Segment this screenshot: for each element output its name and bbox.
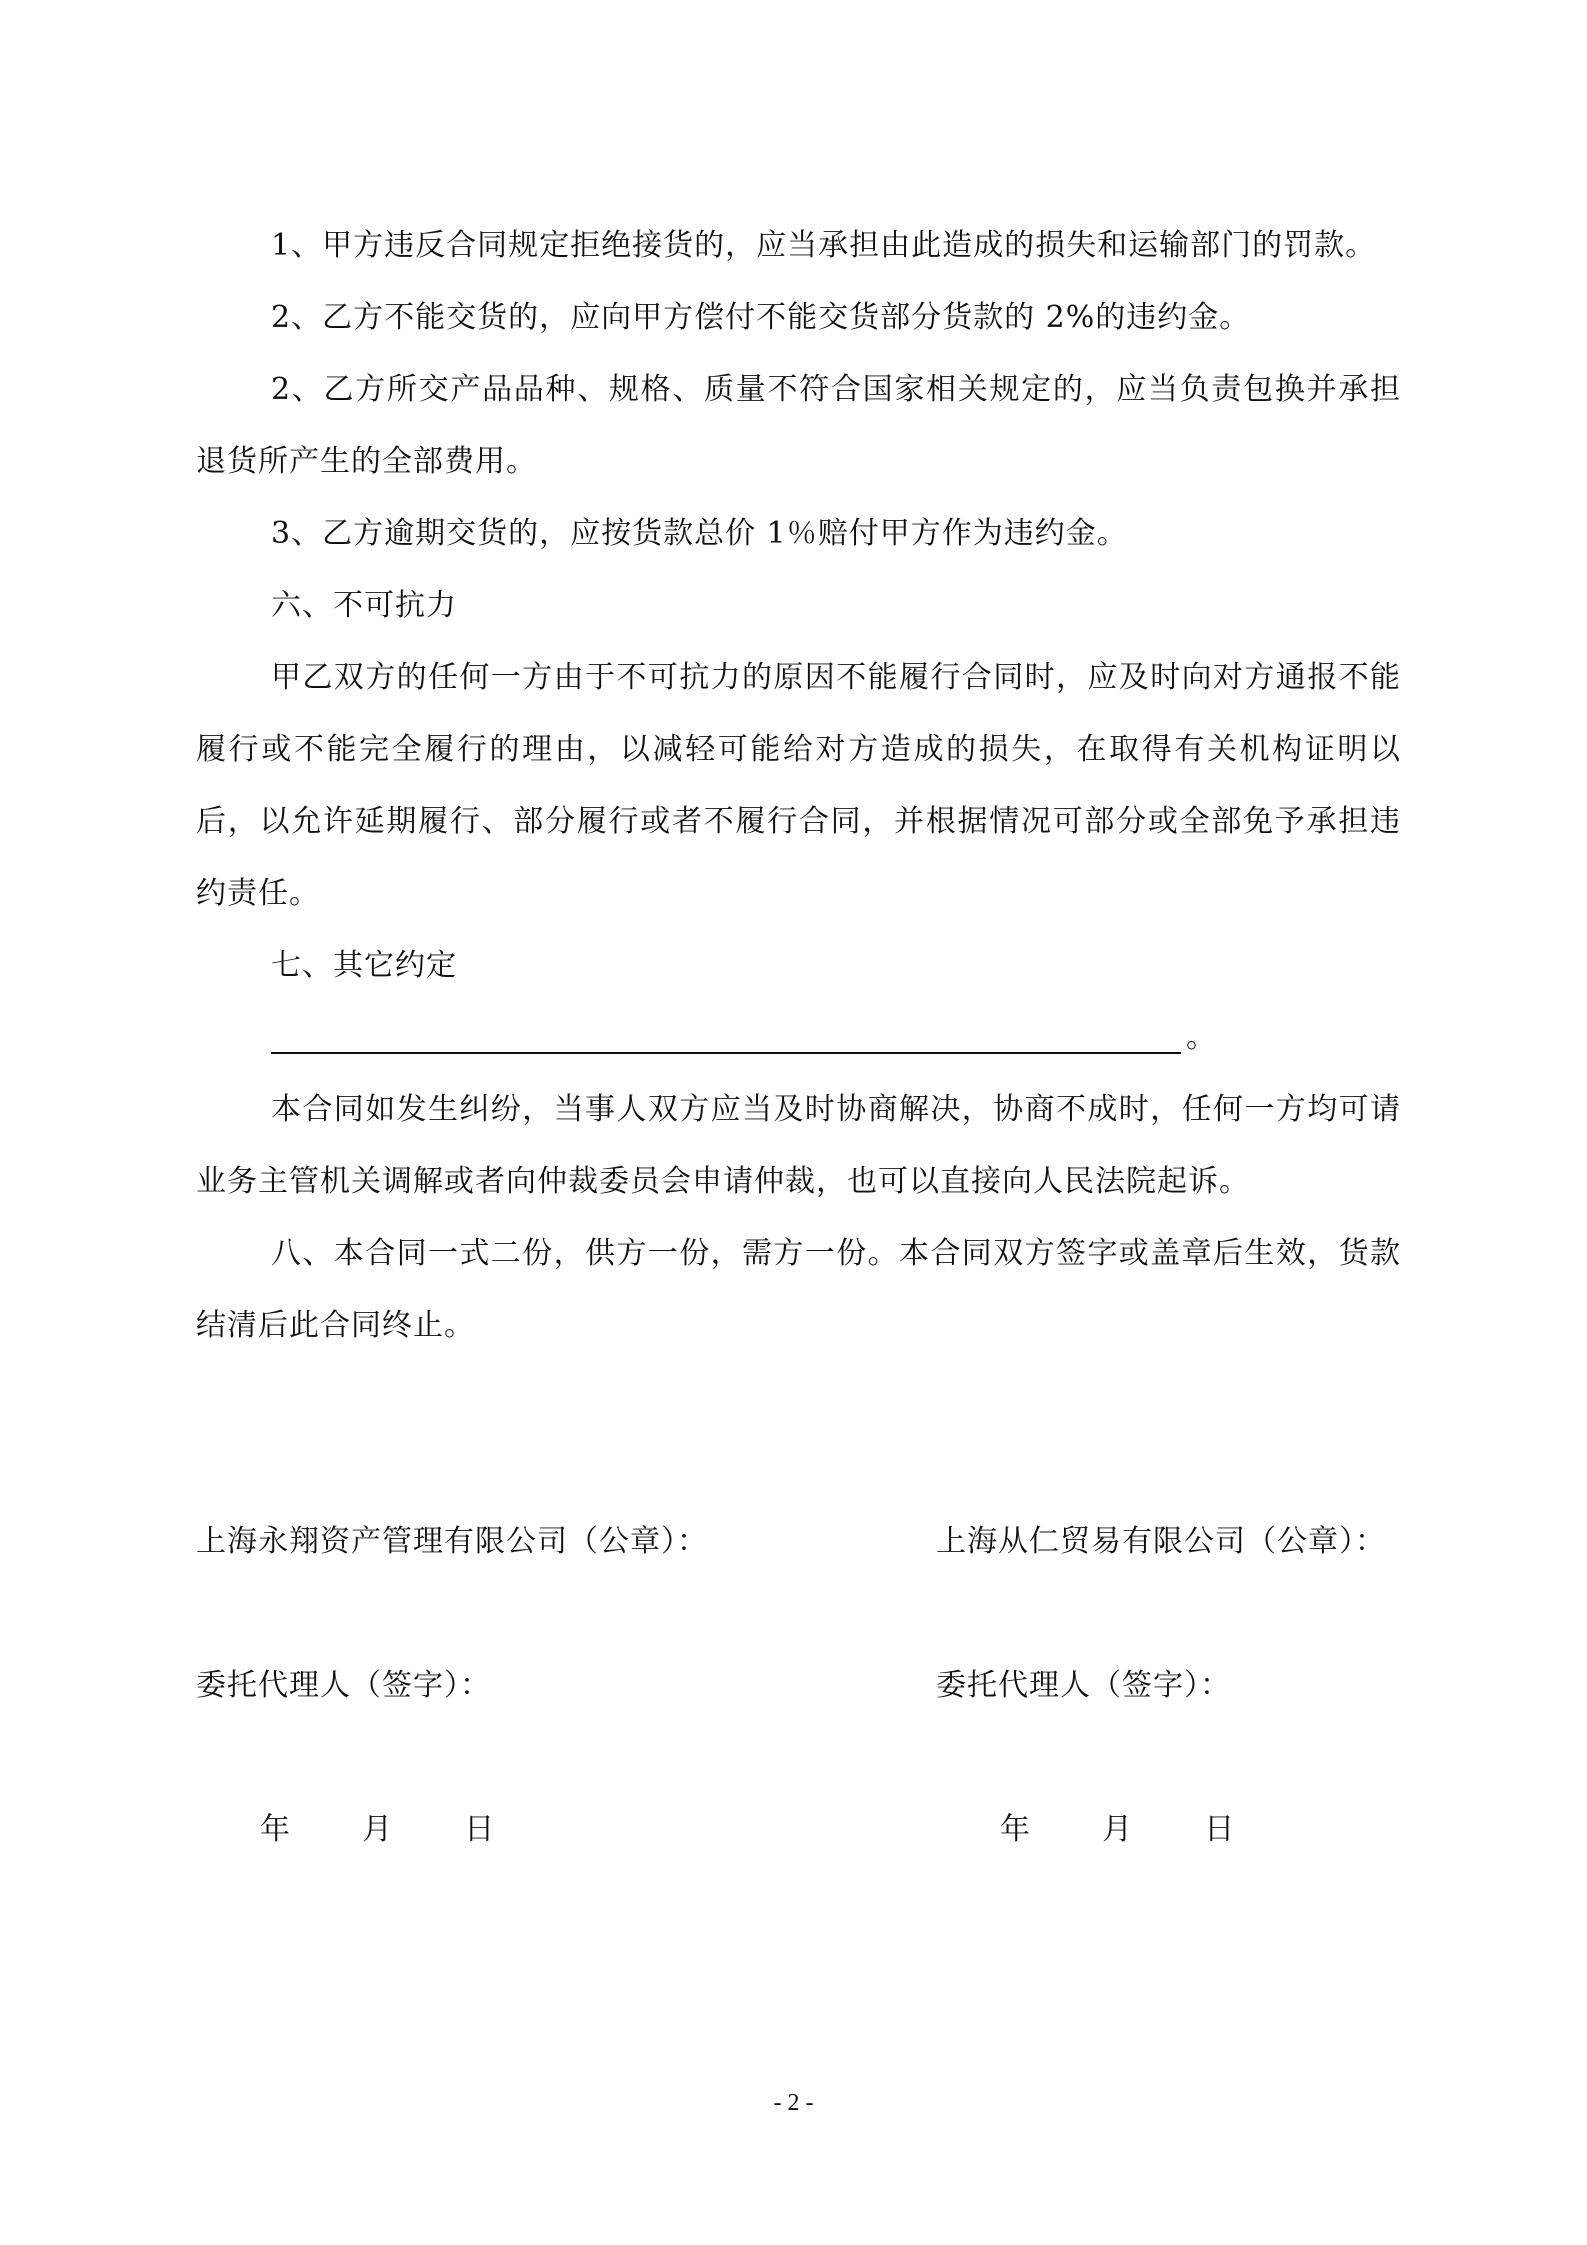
left-party-company: 上海永翔资产管理有限公司（公章）：	[196, 1524, 708, 1559]
clause-buyer-refusal: 1、甲方违反合同规定拒绝接货的，应当承担由此造成的损失和运输部门的罚款。	[271, 228, 1377, 263]
right-date-year: 年	[1000, 1812, 1031, 1847]
page-number: - 2 -	[773, 2090, 814, 2116]
contract-body	[196, 210, 1401, 1362]
clause-seller-no-delivery: 2、乙方不能交货的，应向甲方偿付不能交货部分货款的 2%的违约金。	[271, 300, 1251, 335]
right-date-day: 日	[1204, 1812, 1236, 1847]
left-date-month: 月	[362, 1812, 394, 1847]
fill-in-period: 。	[1186, 1020, 1217, 1055]
left-party-agent: 委托代理人（签字）：	[196, 1668, 491, 1703]
clause-quality-nonconformity: 2、乙方所交产品品种、规格、质量不符合国家相关规定的，应当负责包换并承担退货所产生的全部费用。	[196, 372, 1401, 479]
right-date-month: 月	[1102, 1812, 1134, 1847]
left-date-day: 日	[464, 1812, 496, 1847]
dispute-resolution-text: 本合同如发生纠纷，当事人双方应当及时协商解决，协商不成时，任何一方均可请业务主管机关调解或者向仲裁委员会申请仲裁，也可以直接向人民法院起诉。	[196, 1092, 1401, 1199]
section-copies-text: 八、本合同一式二份，供方一份，需方一份。本合同双方签字或盖章后生效，货款结清后此合同终止。	[196, 1236, 1401, 1343]
left-date-year: 年	[260, 1812, 291, 1847]
section-force-majeure-heading: 六、不可抗力	[271, 588, 457, 623]
right-party-date	[1000, 1810, 1235, 1850]
left-party-date	[260, 1810, 495, 1850]
other-terms-blank-line	[196, 1002, 1401, 1074]
right-party-company: 上海从仁贸易有限公司（公章）：	[936, 1524, 1386, 1559]
section-force-majeure-text: 甲乙双方的任何一方由于不可抗力的原因不能履行合同时，应及时向对方通报不能履行或不能完全履行的理由，以减轻可能给对方造成的损失，在取得有关机构证明以后，以允许延期履行、部分履行或者不履行合同，并根据情况可部分或全部免予承担违约责任。	[196, 660, 1401, 911]
fill-in-underline	[271, 1052, 1181, 1054]
clause-late-delivery: 3、乙方逾期交货的，应按货款总价 1％赔付甲方作为违约金。	[271, 516, 1128, 551]
section-other-terms-heading: 七、其它约定	[271, 948, 457, 983]
right-party-agent: 委托代理人（签字）：	[936, 1668, 1231, 1703]
